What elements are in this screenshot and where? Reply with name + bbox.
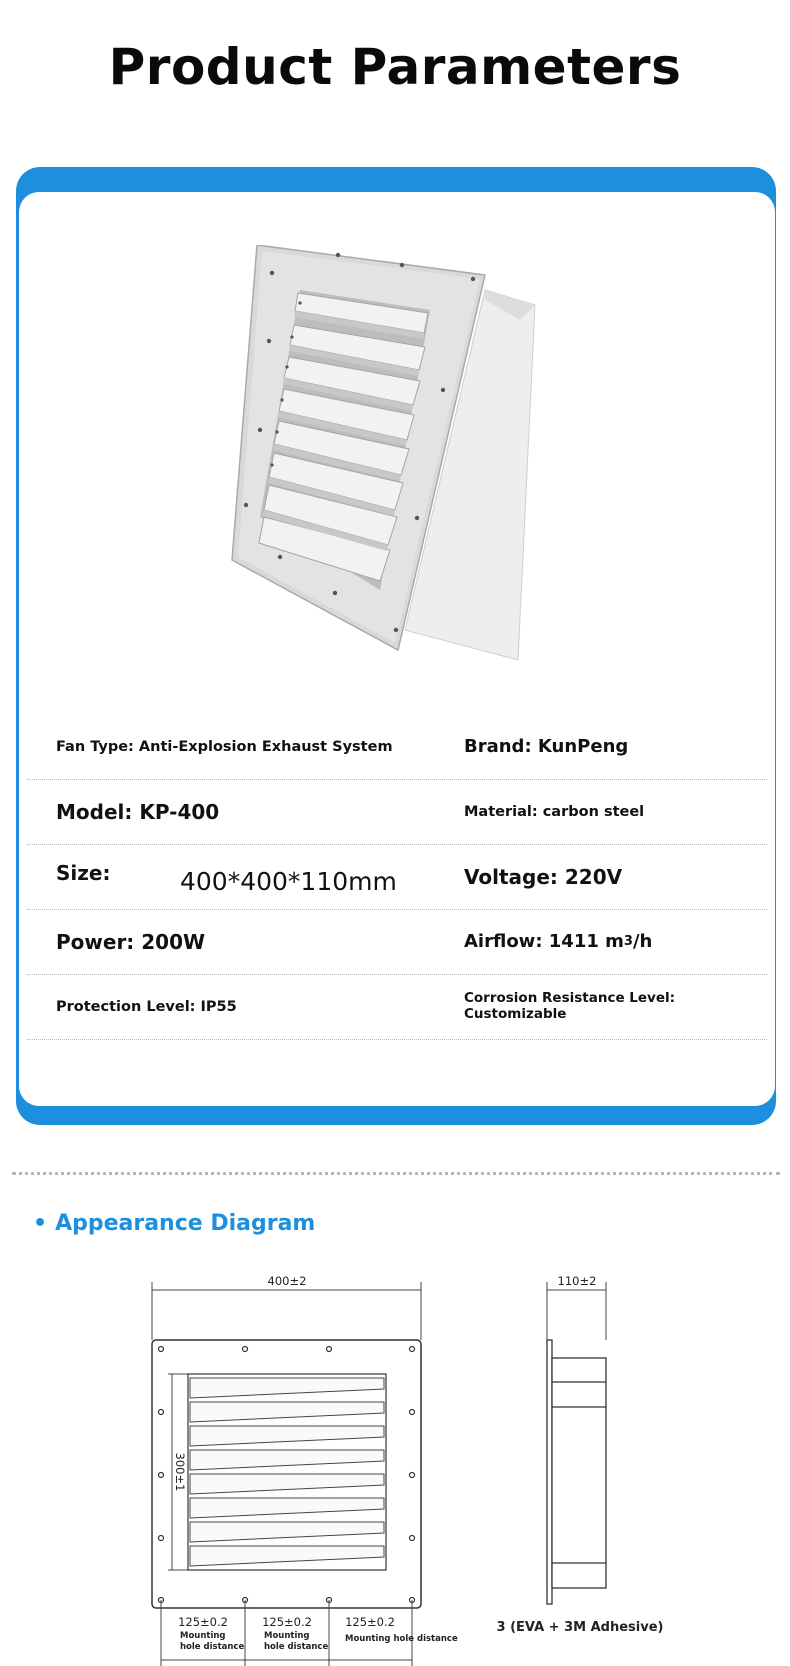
appearance-diagram xyxy=(0,1260,790,1666)
size-value: 400*400*110mm xyxy=(180,867,397,896)
corrosion-label: Corrosion Resistance Level: xyxy=(464,990,676,1007)
param-row xyxy=(27,715,767,780)
voltage-value: Voltage: 220V xyxy=(464,864,623,889)
airflow-unit: /h xyxy=(632,930,653,952)
corrosion-level-value xyxy=(464,975,764,1039)
product-image xyxy=(230,245,590,695)
airflow-text: Airflow: 1411 m xyxy=(464,930,624,952)
size-label: Size: xyxy=(56,860,111,885)
mount-distance-3-label: Mounting hole distance xyxy=(345,1634,458,1644)
side-view xyxy=(547,1340,606,1604)
protection-level-value: Protection Level: IP55 xyxy=(56,998,237,1015)
page-title: Product Parameters xyxy=(108,38,682,96)
appearance-heading-text: Appearance Diagram xyxy=(55,1211,316,1236)
appearance-heading xyxy=(33,1211,315,1236)
model-value: Model: KP-400 xyxy=(56,799,220,824)
gasket-note: 3 (EVA + 3M Adhesive) xyxy=(496,1620,664,1635)
mount-distance-2-label: Mounting xyxy=(264,1631,310,1641)
fan-type-value: Fan Type: Anti-Explosion Exhaust System xyxy=(56,738,393,755)
param-row xyxy=(27,845,767,910)
mount-distance-2-label-2: hole distance xyxy=(264,1642,329,1652)
mount-distance-1-value: 125±0.2 xyxy=(178,1615,228,1629)
param-row xyxy=(27,975,767,1040)
parameter-table xyxy=(27,715,767,1040)
mount-distance-2-value: 125±0.2 xyxy=(262,1615,312,1629)
corrosion-value: Customizable xyxy=(464,1006,567,1022)
mount-distance-3-value: 125±0.2 xyxy=(345,1615,395,1629)
bullet-icon: • xyxy=(33,1211,48,1236)
depth-dimension: 110±2 xyxy=(557,1274,597,1288)
power-value: Power: 200W xyxy=(56,929,206,954)
airflow-superscript: 3 xyxy=(623,933,633,949)
param-row xyxy=(27,910,767,975)
width-dimension: 400±2 xyxy=(267,1274,307,1288)
mount-distance-1-label-2: hole distance xyxy=(180,1642,245,1652)
mount-distance-1-label: Mounting xyxy=(180,1631,226,1641)
section-divider xyxy=(12,1172,780,1175)
inner-height-dimension: 300±1 xyxy=(173,1452,187,1492)
brand-value: Brand: KunPeng xyxy=(464,735,629,757)
material-value: Material: carbon steel xyxy=(464,803,645,820)
airflow-value xyxy=(464,910,764,974)
param-row xyxy=(27,780,767,845)
